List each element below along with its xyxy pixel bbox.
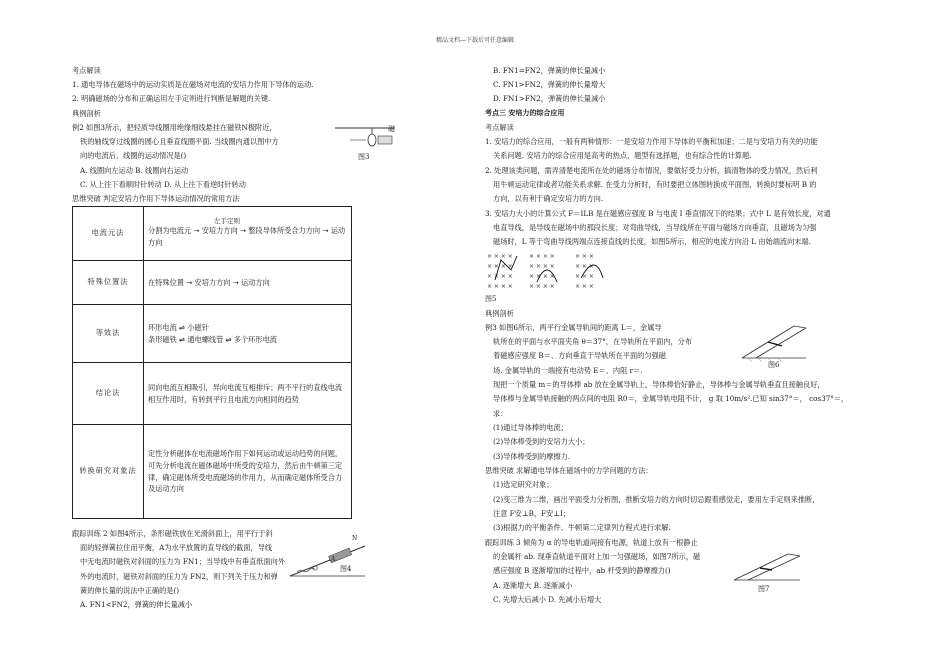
figure-4-label-n: N (352, 535, 358, 542)
right-line: 考点解读 (485, 123, 514, 132)
right-line: 注意 F安⊥B，F安⊥I； (493, 509, 571, 518)
svg-text:× × ×: × × × (575, 253, 594, 260)
right-line: 典例剖析 (485, 309, 514, 318)
example-title: 例2 如图3所示，把轻质导线圈用绝缘细线悬挂在磁铁N极附近， (72, 123, 277, 132)
right-line: (2)变三维为二维，画出平面受力分析图，推断安培力的方向时切忌跟着感觉走，要用左手定则来推断， (493, 495, 820, 504)
left-line: 外的电流时，磁铁对斜面的压力为 FN2，则下列关于压力和弹 (80, 572, 278, 581)
right-line: 方向，以有利于确定安培力的方向. (493, 194, 604, 203)
option-line: C. 从上往下看顺时针转动 D. 从上往下看逆时针转动 (80, 180, 246, 189)
option-line: C. FN1>FN2，弹簧的伸长量增大 (493, 80, 606, 89)
methods-table (72, 206, 352, 519)
left-line: 典例剖析 (72, 109, 101, 118)
right-line: 导体棒与金属导轨接触的两点间的电阻 R0＝，金属导轨电阻不计， g 取 10m/s².已知 sin37°＝， cos37°＝， (493, 394, 849, 403)
right-line: (2)导体棒受到的安培力大小； (493, 437, 590, 446)
method-name: 结论法 (73, 363, 144, 425)
method-desc: 同向电流互相吸引，异向电流互相排斥；两不平行的直线电流相互作用时，有转到平行且电流方向相同的趋势 (144, 363, 352, 425)
right-line: 感应强度 B 逐渐增加的过程中，ab 杆受到的静摩擦力() (493, 566, 671, 575)
right-line: 着磁感应强度 B＝、方向垂直于导轨所在平面的匀强磁 (493, 351, 666, 360)
right-line: 现把一个质量 m＝的导体棒 ab 放在金属导轨上，导体棒恰好静止，导体棒与金属导轨垂直且接触良好， (493, 380, 825, 389)
figure-6 (738, 318, 810, 364)
left-line: 考点解读 (72, 66, 101, 75)
method-heading: 思维突破 求解通电导体在磁场中的力学问题的方法： (485, 466, 653, 475)
method-text: 条形磁铁 ⇌ 通电螺线管 ⇌ 多个环形电流 (148, 334, 277, 344)
right-line: 求： (493, 409, 508, 418)
option-line: B. FN1=FN2，弹簧的伸长量减小 (493, 66, 606, 75)
right-line: 轨所在的平面与水平面夹角 θ＝37°，在导轨所在平面内，分布 (493, 337, 693, 346)
left-line: 向的电流后，线圈的运动情况是() (80, 151, 187, 160)
option-line: D. FN1>FN2，弹簧的伸长量减小 (493, 94, 606, 103)
svg-text:× × ×: × × × (575, 273, 594, 280)
right-line: 电直导线，是导线在磁场中的那段长度；对弯曲导线，当导线所在平面与磁场方向垂直，且磁场为匀强 (493, 223, 817, 232)
method-note: 左手定则 (214, 216, 240, 225)
svg-text:× × × ×: × × × × (529, 263, 555, 270)
svg-text:× × × ×: × × × × (529, 283, 555, 290)
option-line: C. 先增大后减小 D. 先减小后增大 (493, 595, 602, 604)
right-line: 1. 安培力的综合应用，一般有两种情形：一是安培力作用下导体的平衡和加速；二是与安培力有关的功能 (485, 137, 818, 146)
table-row (73, 425, 352, 519)
option-line: A. FN1<FN2，弹簧的伸长量减小 (80, 600, 193, 609)
right-line: (1)通过导体棒的电流； (493, 423, 568, 432)
option-line: A. 线圈向左运动 B. 线圈向右运动 (80, 166, 189, 175)
page-header: 精品文档---下载后可任意编辑 (435, 37, 515, 44)
right-line: 磁场时，L 等于弯曲导线两端点连接直线的长度，如图5所示，相应的电流方向沿 L 由始端流向末端. (493, 237, 811, 246)
method-name: 等效法 (73, 305, 144, 363)
right-line: 用牛顿运动定律或者功能关系求解. 在受力分析时，有时要把立体图转换成平面图，转换时要标明 B 的 (493, 180, 817, 189)
right-line: 2. 处理该类问题，需弄清楚电流所在处的磁场分布情况，要做好受力分析，搞清物体的受力情况，然后利 (485, 166, 818, 175)
table-row (73, 261, 352, 305)
svg-text:× × × ×: × × × × (529, 253, 555, 260)
drill-title: 跟踪训练 2 如图4所示，条形磁铁放在光滑斜面上，用平行于斜 (72, 529, 273, 538)
figure-4-label-a: A (331, 556, 336, 563)
right-line: 3. 安培力大小的计算公式 F＝ILB 是在磁感应强度 B 与电流 I 垂直情况下的结果；式中 L 是有效长度，对通 (485, 209, 831, 218)
svg-text:× × × ×: × × × × (529, 273, 555, 280)
method-desc: 在特殊位置 → 安培力方向 → 运动方向 (144, 261, 352, 305)
left-line: 铁的轴线穿过线圈的圆心且垂直线圈平面. 当线圈内通以图中方 (80, 137, 279, 146)
right-line: 场. 金属导轨的一端接有电动势 E＝、内阻 r＝. (493, 366, 643, 375)
drill-title: 跟踪训练 3 倾角为 α 的导电轨道间接有电源，轨道上放有一根静止 (485, 538, 698, 547)
method-name: 特殊位置法 (73, 261, 144, 305)
svg-text:× × × ×: × × × × (487, 283, 513, 290)
figure-5-caption: 图5 (485, 295, 497, 303)
method-desc: 定性分析磁体在电流磁场作用下如何运动或运动趋势的问题，可先分析电流在磁体磁场中所受的安培力，然后由牛顿第三定律，确定磁体所受电流磁场的作用力，从而确定磁体所受合力及运动方向 (144, 425, 352, 519)
left-line: 中无电流时磁铁对斜面的压力为 FN1；当导线中有垂直纸面向外 (80, 557, 286, 566)
figure-3-label: 磁 (388, 125, 395, 133)
svg-text:× × × ×: × × × × (487, 253, 513, 260)
table-row (73, 305, 352, 363)
method-name: 电流元法 (73, 207, 144, 261)
right-line: (1)选定研究对象； (493, 480, 554, 489)
figure-6-caption: 图6 (768, 361, 780, 369)
method-desc (144, 207, 352, 261)
left-line: 簧的伸长量的说法中正确的是() (80, 586, 180, 595)
figure-7 (730, 548, 805, 584)
method-desc (144, 305, 352, 363)
right-line: (3)根据力的平衡条件、牛顿第二定律列方程式进行求解. (493, 523, 671, 532)
svg-text:× × × ×: × × × × (487, 263, 513, 270)
right-line: (3)导体棒受到的摩擦力. (493, 452, 571, 461)
example-title: 例3 如图6所示，两平行金属导轨间的距离 L＝，金属导 (485, 323, 662, 332)
svg-text:× × ×: × × × (575, 283, 594, 290)
section-title: 考点三 安培力的综合应用 (485, 109, 565, 117)
figure-3-caption: 图3 (358, 153, 370, 161)
method-heading: 思维突破 判定安培力作用下导体运动情况的常用方法 (72, 194, 240, 203)
table-row (73, 363, 352, 425)
left-line: 1. 通电导体在磁场中的运动实质是在磁场对电流的安培力作用下导体的运动. (72, 80, 314, 89)
left-line: 2. 明确磁场的分布和正确运用左手定则进行判断是解题的关键. (72, 94, 271, 103)
svg-text:× × ×: × × × (575, 263, 594, 270)
figure-5 (485, 248, 615, 290)
method-text: 分割为电流元 → 安培力方向 → 整段导体所受合力方向 → 运动方向 (148, 225, 346, 247)
figure-4-caption: 图4 (340, 565, 352, 573)
option-line: A. 逐渐增大 B. 逐渐减小 (493, 581, 573, 590)
method-text: 环形电流 ⇌ 小磁针 (148, 322, 209, 332)
table-row (73, 207, 352, 261)
right-line: 的金属杆 ab. 现垂直轨道平面对上加一匀强磁场，如图7所示，磁 (493, 552, 701, 561)
svg-text:× × × ×: × × × × (487, 273, 513, 280)
method-name: 转换研究对象法 (73, 425, 144, 519)
figure-4 (285, 540, 370, 580)
figure-7-caption: 图7 (758, 585, 770, 593)
right-line: 关系问题. 安培力的综合应用是高考的热点，题型有选择题，也有综合性的计算题. (493, 151, 752, 160)
left-line: 面的轻弹簧拉住而平衡，A为水平放置的直导线的截面，导线 (80, 543, 273, 552)
